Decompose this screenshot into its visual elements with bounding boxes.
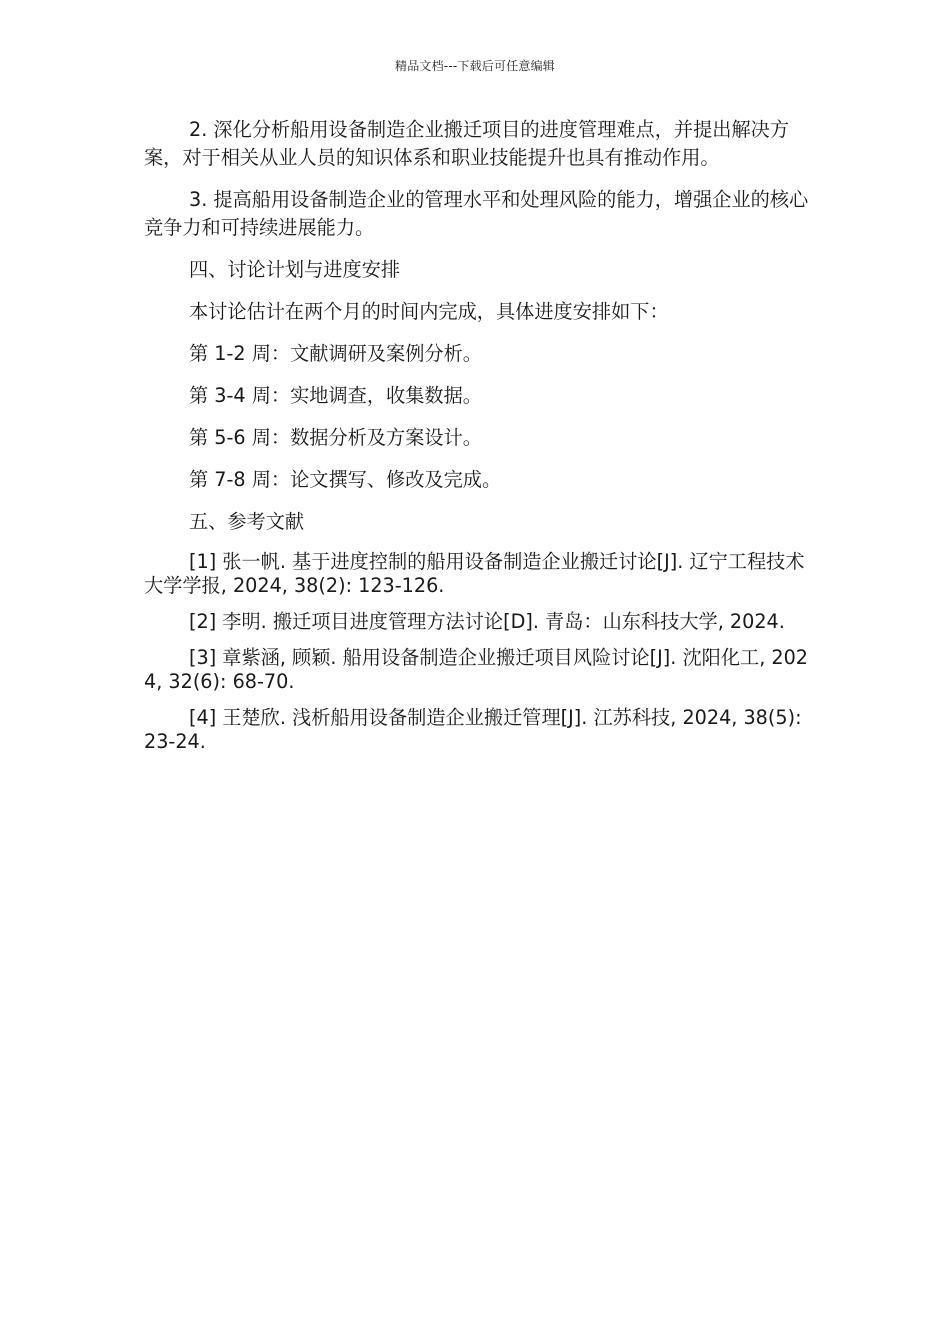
page-header: 精品文档---下载后可任意编辑 xyxy=(395,59,555,73)
schedule-item-weeks-7-8: 第 7-8 周：论文撰写、修改及完成。 xyxy=(189,468,502,491)
section-4-title: 四、讨论计划与进度安排 xyxy=(189,258,401,281)
reference-1: [1] 张一帆. 基于进度控制的船用设备制造企业搬迁讨论[J]. 辽宁工程技术大学学报, 2024, 38(2): 123-126. xyxy=(144,550,805,597)
point-2: 2. 深化分析船用设备制造企业搬迁项目的进度管理难点，并提出解决方案，对于相关从业人员的知识体系和职业技能提升也具有推动作用。 xyxy=(144,118,790,169)
reference-3: [3] 章紫涵, 顾颖. 船用设备制造企业搬迁项目风险讨论[J]. 沈阳化工, 2024, 32(6): 68-70. xyxy=(144,646,809,693)
document-body xyxy=(144,116,812,766)
reference-2: [2] 李明. 搬迁项目进度管理方法讨论[D]. 青岛：山东科技大学, 2024. xyxy=(189,610,785,633)
schedule-item-weeks-1-2: 第 1-2 周：文献调研及案例分析。 xyxy=(189,342,482,365)
schedule-intro: 本讨论估计在两个月的时间内完成，具体进度安排如下： xyxy=(189,300,669,323)
schedule-item-weeks-3-4: 第 3-4 周：实地调查，收集数据。 xyxy=(189,384,482,407)
section-5-title: 五、参考文献 xyxy=(189,510,305,533)
reference-4: [4] 王楚欣. 浅析船用设备制造企业搬迁管理[J]. 江苏科技, 2024, 38(5): 23-24. xyxy=(144,706,802,753)
schedule-item-weeks-5-6: 第 5-6 周：数据分析及方案设计。 xyxy=(189,426,482,449)
point-3: 3. 提高船用设备制造企业的管理水平和处理风险的能力，增强企业的核心竞争力和可持续进展能力。 xyxy=(144,188,809,239)
